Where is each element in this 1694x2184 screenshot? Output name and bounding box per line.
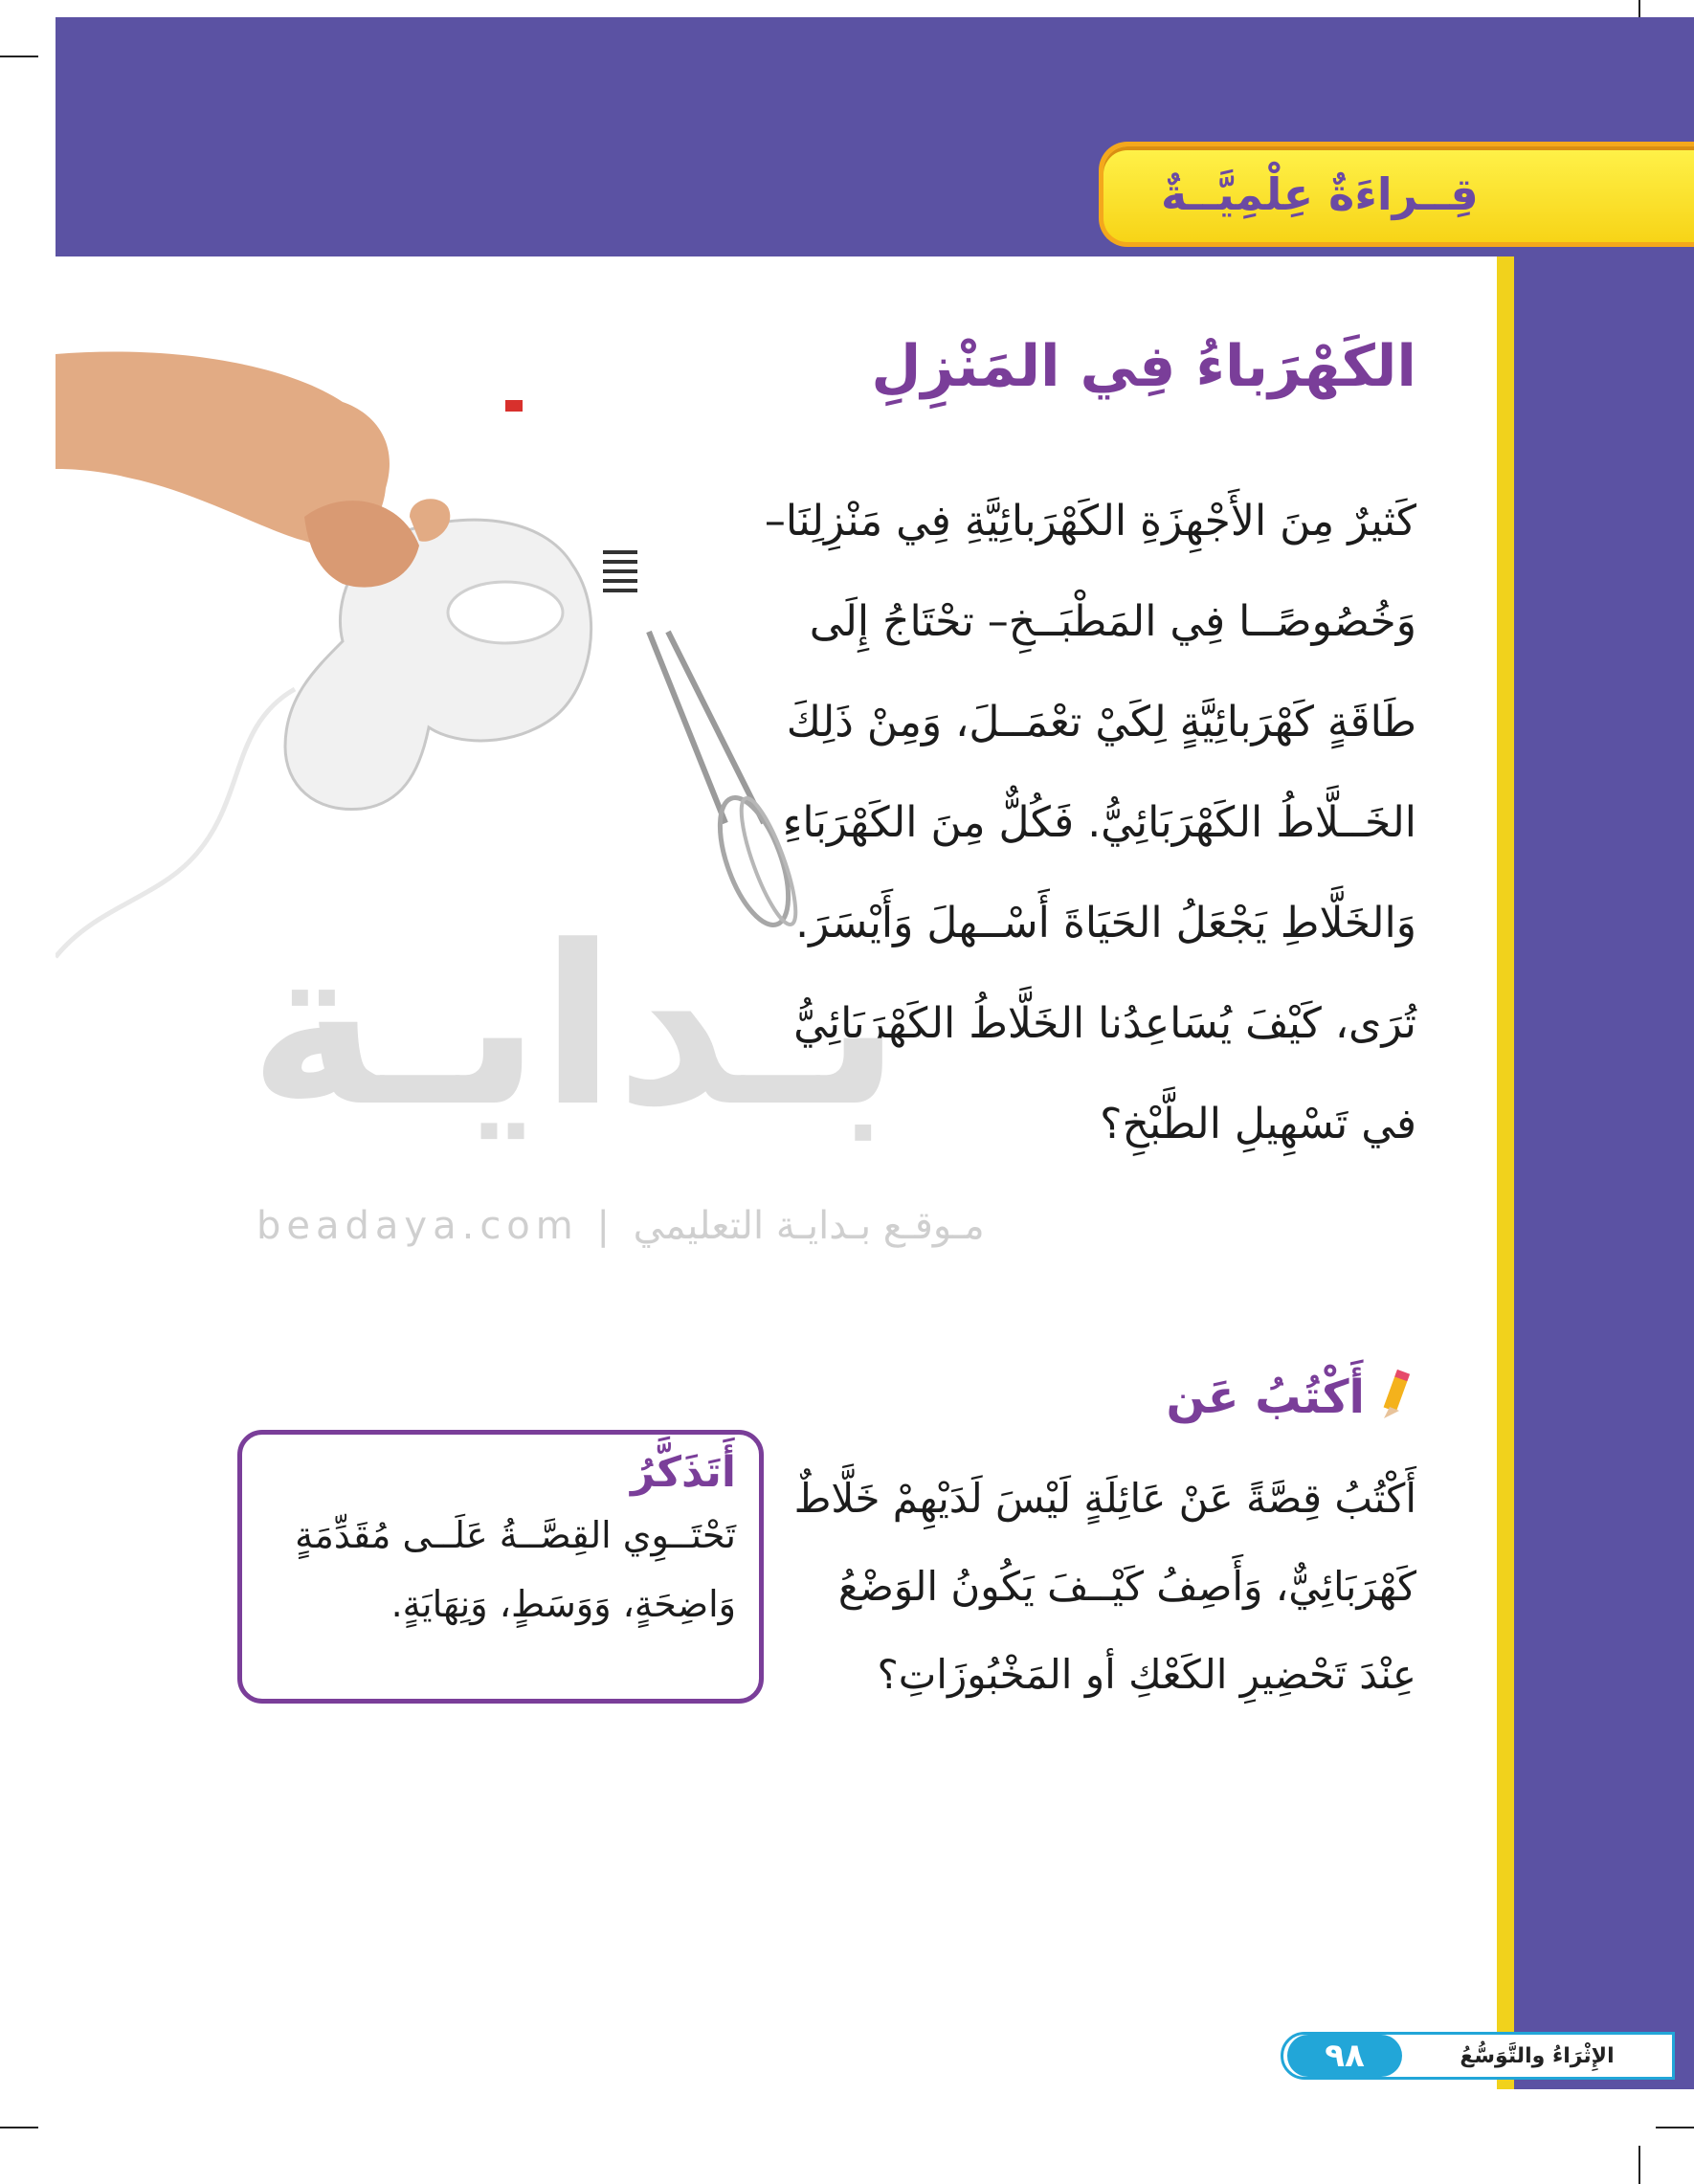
page-number: ٩٨ <box>1287 2035 1402 2077</box>
article-title: الكَهْرَباءُ فِي المَنْزِلِ <box>871 333 1416 400</box>
write-about-heading <box>1167 1369 1416 1426</box>
mixer-vent <box>603 550 637 592</box>
article-line: وَالخَلَّاطِ يَجْعَلُ الحَيَاةَ أَسْــهلَ وَأَيْسَرَ. <box>795 899 1416 947</box>
write-about-label: أَكْتُبُ عَن <box>1166 1371 1365 1424</box>
section-badge <box>1099 142 1694 247</box>
article-line: في تَسْهِيلِ الطَّبْخِ؟ <box>1100 1100 1416 1148</box>
article-line: الخَــلَّاطُ الكَهْرَبَائِيُّ. فَكُلٌّ مِنَ الكَهْرَبَاءِ <box>782 798 1416 847</box>
crop-mark <box>1656 2127 1694 2128</box>
side-stripe <box>1497 256 1514 2089</box>
article-line: وَخُصُوصًــا فِي المَطْبَــخِ– تحْتَاجُ إِلَى <box>809 597 1416 646</box>
crop-mark <box>0 56 38 57</box>
section-badge-label: قِــراءَةٌ عِلْمِيَّــةٌ <box>1161 168 1479 220</box>
article-line: تُرَى، كَيْفَ يُسَاعِدُنا الخَلَّاطُ الكَهْرَبَائِيُّ <box>793 999 1416 1048</box>
remember-line: وَاضِحَةٍ، وَوَسَطٍ، وَنِهَايَةٍ. <box>390 1583 736 1625</box>
footer-section-title: الإِثْرَاءُ والتَّوَسُّعُ <box>1460 2043 1615 2068</box>
page-footer <box>1281 2032 1675 2080</box>
write-line: أَكْتُبُ قِصَّةً عَنْ عَائِلَةٍ لَيْسَ لَدَيْهِمْ خَلَّاطٌ <box>793 1475 1416 1522</box>
remember-line: تَحْتَــوِي القِصَّــةُ عَلَــى مُقَدِّمَةٍ <box>295 1514 736 1556</box>
write-about-body <box>775 1455 1416 1719</box>
pencil-icon <box>1378 1369 1416 1426</box>
write-line: عِنْدَ تَحْضِيرِ الكَعْكِ أو المَخْبُوزَاتِ؟ <box>877 1651 1416 1698</box>
crop-mark <box>1638 2146 1640 2184</box>
remember-heading: أَتَذَكَّرُ <box>631 1448 736 1497</box>
remember-box <box>237 1430 764 1704</box>
watermark-url: beadaya.com | مـوقـع بـدايـة التعليمي <box>256 1204 985 1248</box>
side-band <box>1514 256 1694 2089</box>
article-line: كَثيرٌ مِنَ الأَجْهِزَةِ الكَهْرَبائِيَّةِ فِي مَنْزِلِنَا– <box>764 497 1416 546</box>
write-line: كَهْرَبَائِيٌّ، وَأَصِفُ كَيْــفَ يَكُونُ الوَضْعُ <box>837 1563 1416 1610</box>
crop-mark <box>0 2127 38 2128</box>
article-line: طَاقَةٍ كَهْرَبائِيَّةٍ لِكَيْ تعْمَــلَ، وَمِنْ ذَلِكَ <box>786 698 1416 747</box>
watermark-logo: بـدايـة <box>249 900 902 1155</box>
